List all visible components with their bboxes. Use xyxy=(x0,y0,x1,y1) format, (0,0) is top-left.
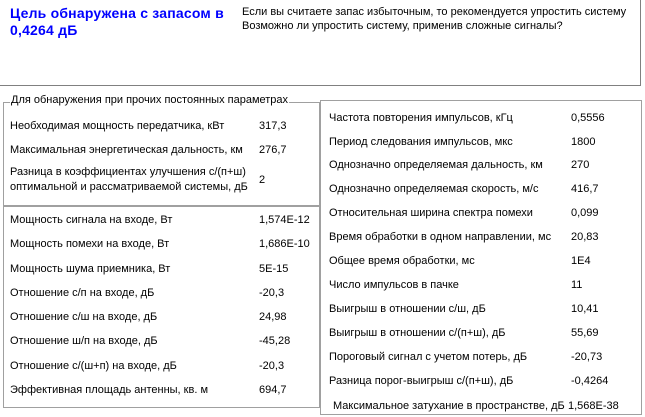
constant-params-group-title: Для обнаружения при прочих постоянных параметрах xyxy=(11,94,289,106)
receiver-noise-power-value: 5E-15 xyxy=(259,263,289,275)
required-transmitter-power-label: Необходимая мощность передатчика, кВт xyxy=(10,120,225,132)
improvement-diff-value: 2 xyxy=(259,174,266,186)
sinr-gain-value: 55,69 xyxy=(571,327,599,339)
relative-jamming-bandwidth-label: Относительная ширина спектра помехи xyxy=(329,207,533,219)
signal-power-input-value: 1,574E-12 xyxy=(259,214,310,226)
snr-input-value: 24,98 xyxy=(259,311,287,323)
total-processing-time-label: Общее время обработки, мс xyxy=(329,255,475,267)
pulse-period-value: 1800 xyxy=(571,136,596,148)
sinr-gain-label: Выигрыш в отношении с/(п+ш), дБ xyxy=(329,327,506,339)
prf-value: 0,5556 xyxy=(571,112,605,124)
nir-input-label: Отношение ш/п на входе, дБ xyxy=(10,335,158,347)
prf-label: Частота повторения импульсов, кГц xyxy=(329,112,513,124)
sir-input-label: Отношение с/п на входе, дБ xyxy=(10,287,155,299)
unambiguous-velocity-label: Однозначно определяемая скорость, м/с xyxy=(329,183,539,195)
snr-gain-label: Выигрыш в отношении с/ш, дБ xyxy=(329,303,486,315)
threshold-gain-diff-label: Разница порог-выигрыш с/(п+ш), дБ xyxy=(329,375,514,387)
interference-power-input-value: 1,686E-10 xyxy=(259,238,310,250)
total-processing-time-value: 1E4 xyxy=(571,255,591,267)
snr-gain-value: 10,41 xyxy=(571,303,599,315)
recommendation-line-1: Если вы считаете запас избыточным, то рекомендуется упростить систему xyxy=(242,6,627,18)
sir-input-value: -20,3 xyxy=(259,287,285,299)
sinr-input-value: -20,3 xyxy=(259,360,285,372)
antenna-effective-area-value: 694,7 xyxy=(259,384,287,396)
improvement-diff-label-line2: оптимальной и рассматриваемой системы, дБ xyxy=(10,181,248,193)
pulse-period-label: Период следования импульсов, мкс xyxy=(329,136,513,148)
interference-power-input-label: Мощность помехи на входе, Вт xyxy=(10,238,170,250)
max-energy-range-value: 276,7 xyxy=(259,144,287,156)
required-transmitter-power-value: 317,3 xyxy=(259,120,287,132)
improvement-diff-label-line1: Разница в коэффициентах улучшения с/(п+ш) xyxy=(10,166,246,178)
relative-jamming-bandwidth-value: 0,099 xyxy=(571,207,599,219)
input-signal-group xyxy=(3,206,320,408)
processing-time-direction-label: Время обработки в одном направлении, мс xyxy=(329,231,552,243)
threshold-signal-value: -20,73 xyxy=(571,351,603,363)
processing-time-direction-value: 20,83 xyxy=(571,231,599,243)
sinr-input-label: Отношение с/(ш+п) на входе, дБ xyxy=(10,360,177,372)
receiver-noise-power-label: Мощность шума приемника, Вт xyxy=(10,263,171,275)
unambiguous-velocity-value: 416,7 xyxy=(571,183,599,195)
unambiguous-range-value: 270 xyxy=(571,159,590,171)
recommendation-line-2: Возможно ли упростить систему, применив сложные сигналы? xyxy=(242,20,563,32)
unambiguous-range-label: Однозначно определяемая дальность, км xyxy=(329,159,543,171)
pulses-in-burst-label: Число импульсов в пачке xyxy=(329,279,459,291)
max-energy-range-label: Максимальная энергетическая дальность, км xyxy=(10,144,243,156)
snr-input-label: Отношение с/ш на входе, дБ xyxy=(10,311,158,323)
threshold-gain-diff-value: -0,4264 xyxy=(571,375,609,387)
pulses-in-burst-value: 11 xyxy=(571,279,583,291)
signal-power-input-label: Мощность сигнала на входе, Вт xyxy=(10,214,173,226)
antenna-effective-area-label: Эффективная площадь антенны, кв. м xyxy=(10,384,209,396)
detection-result-title: Цель обнаружена с запасом в 0,4264 дБ xyxy=(10,5,224,38)
nir-input-value: -45,28 xyxy=(259,335,291,347)
max-space-attenuation-value: 1,568E-38 xyxy=(568,400,619,412)
max-space-attenuation-label: Максимальное затухание в пространстве, дБ xyxy=(333,400,565,412)
threshold-signal-label: Пороговый сигнал с учетом потерь, дБ xyxy=(329,351,528,363)
